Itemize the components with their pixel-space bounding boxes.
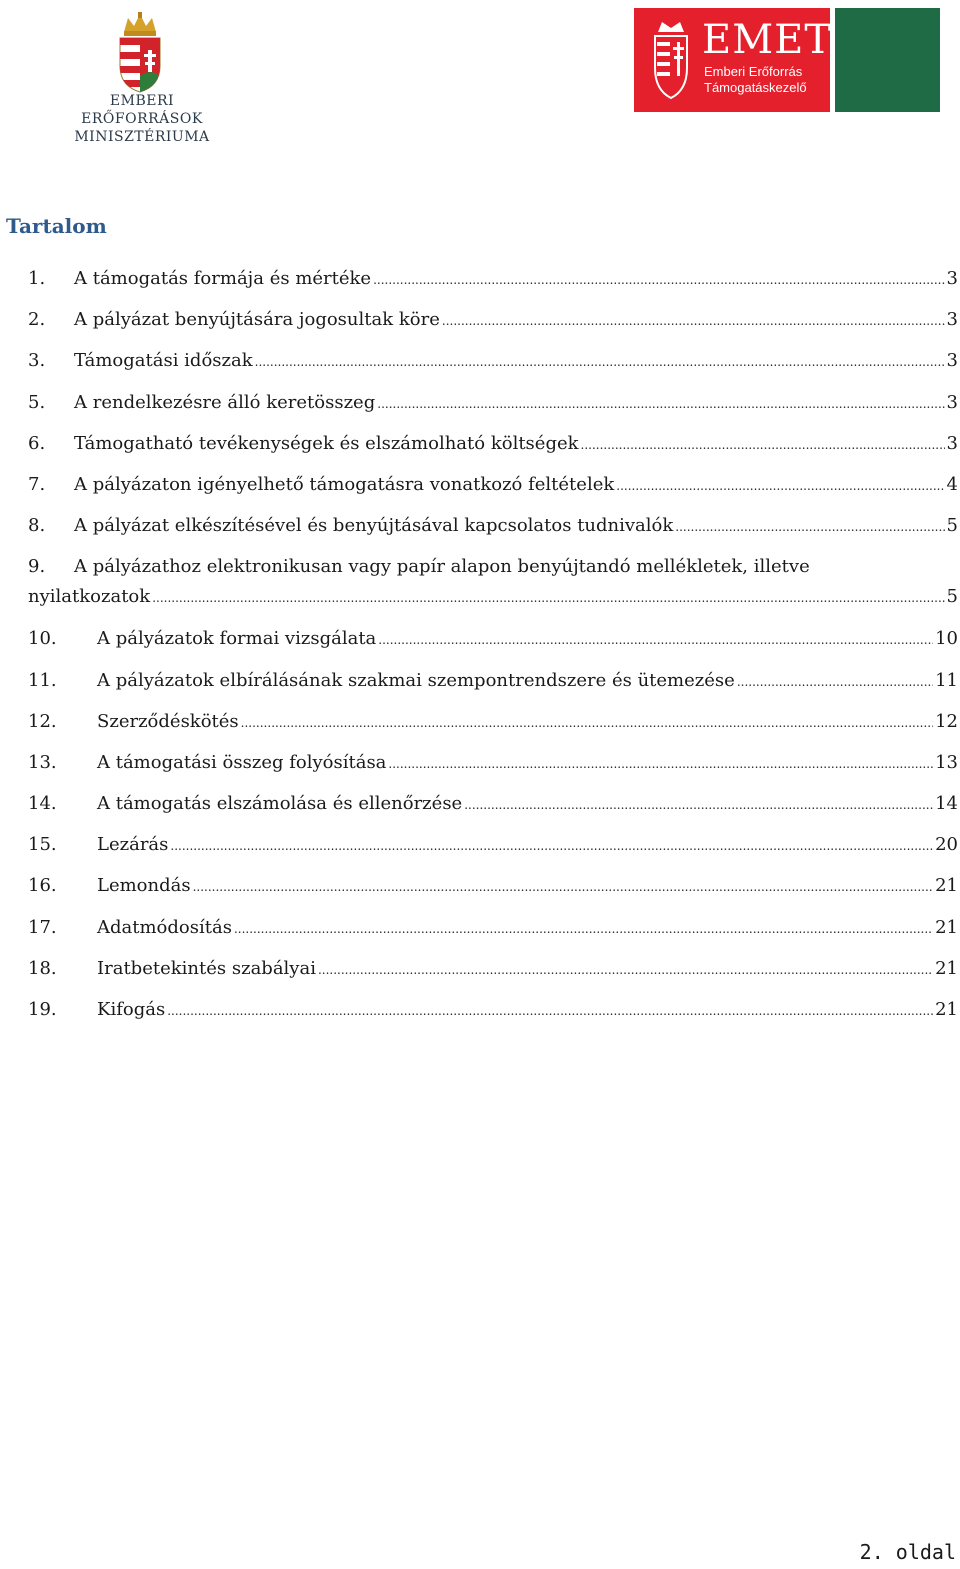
hungarian-crest-icon <box>114 12 166 94</box>
toc-entry-number: 17. <box>28 916 57 938</box>
toc-entry-label: Adatmódosítás <box>97 916 232 938</box>
toc-entry-16[interactable] <box>28 871 958 912</box>
toc-entry-number: 12. <box>28 710 57 732</box>
toc-entry-label-continued: nyilatkozatok <box>28 586 151 608</box>
toc-entry-page: 12 <box>935 710 958 732</box>
toc-entry-number: 8. <box>28 515 46 537</box>
toc-leader-dots <box>737 666 933 697</box>
page-number: 2. oldal <box>859 1540 956 1564</box>
toc-leader-dots <box>616 470 944 501</box>
toc-entry-page: 3 <box>946 432 958 454</box>
toc-entry-13[interactable] <box>28 748 958 789</box>
emet-subtitle-line1: Emberi Erőforrás <box>704 64 803 79</box>
emet-logo <box>634 8 940 112</box>
toc-entry-label: A rendelkezésre álló keretösszeg <box>74 391 376 413</box>
toc-leader-dots <box>378 624 933 655</box>
toc-entry-label: A támogatás formája és mértéke <box>74 268 372 289</box>
toc-entry-number: 1. <box>28 268 46 289</box>
toc-entry-6[interactable] <box>28 429 958 470</box>
toc-entry-15[interactable] <box>28 830 958 871</box>
toc-entry-11[interactable] <box>28 666 958 707</box>
toc-leader-dots <box>377 388 944 419</box>
ministry-name-line2: MINISZTÉRIUMA <box>74 129 210 145</box>
toc-entry-1[interactable] <box>28 264 958 305</box>
toc-entry-label: A pályázat elkészítésével és benyújtásával kapcsolatos tudnivalók <box>74 515 674 537</box>
emet-title: EMET <box>702 17 833 63</box>
toc-entry-number: 10. <box>28 628 57 650</box>
toc-leader-dots <box>193 871 933 902</box>
toc-entry-number: 7. <box>28 473 46 495</box>
toc-entry-number: 15. <box>28 834 57 856</box>
toc-entry-label: A támogatás elszámolása és ellenőrzése <box>97 793 463 815</box>
toc-entry-page: 3 <box>946 309 958 331</box>
toc-entry-page: 3 <box>946 350 958 372</box>
toc-leader-dots <box>234 913 933 944</box>
toc-entry-page: 4 <box>946 473 958 495</box>
toc-leader-dots <box>373 264 944 295</box>
toc-entry-page: 11 <box>935 669 958 691</box>
toc-entry-label: Lemondás <box>97 875 191 897</box>
toc-entry-label: Támogatható tevékenységek és elszámolható költségek <box>74 432 579 454</box>
emet-red-panel <box>634 8 833 112</box>
toc-entry-page: 5 <box>946 515 958 537</box>
toc-entry-number: 6. <box>28 432 46 454</box>
toc-entry-12[interactable] <box>28 707 958 748</box>
toc-entry-page: 13 <box>935 751 958 773</box>
toc-entry-number: 13. <box>28 751 57 773</box>
toc-entry-9[interactable] <box>28 552 958 624</box>
toc-leader-dots <box>255 346 945 377</box>
toc-entry-page: 21 <box>935 916 958 938</box>
toc-entry-5[interactable] <box>28 388 958 429</box>
toc-entry-2[interactable] <box>28 305 958 346</box>
ministry-name-line1: EMBERI ERŐFORRÁSOK <box>81 93 203 127</box>
toc-entry-19[interactable] <box>28 995 958 1036</box>
table-of-contents <box>28 264 958 1036</box>
toc-entry-number: 19. <box>28 999 57 1020</box>
ministry-logo <box>52 10 232 145</box>
toc-entry-number: 11. <box>28 669 57 691</box>
toc-entry-page: 3 <box>946 268 958 289</box>
toc-entry-label: Kifogás <box>97 999 166 1020</box>
toc-entry-number: 18. <box>28 957 57 979</box>
toc-entry-number: 3. <box>28 350 46 372</box>
toc-leader-dots <box>318 954 933 985</box>
toc-leader-dots <box>442 305 945 336</box>
toc-leader-dots <box>464 789 933 820</box>
toc-entry-label: Szerződéskötés <box>97 710 239 732</box>
toc-entry-label: A pályázaton igényelhető támogatásra vonatkozó feltételek <box>74 473 615 495</box>
emet-green-panel <box>835 8 940 112</box>
toc-entry-label: Iratbetekintés szabályai <box>97 957 316 979</box>
toc-entry-18[interactable] <box>28 954 958 995</box>
toc-entry-number: 16. <box>28 875 57 897</box>
toc-entry-number: 2. <box>28 309 46 331</box>
toc-entry-page: 5 <box>946 586 958 608</box>
toc-leader-dots <box>170 830 933 861</box>
toc-leader-dots <box>241 707 933 738</box>
toc-entry-label: A pályázat benyújtására jogosultak köre <box>74 309 440 331</box>
toc-entry-page: 20 <box>935 834 958 856</box>
toc-entry-page: 3 <box>946 391 958 413</box>
toc-entry-17[interactable] <box>28 913 958 954</box>
toc-entry-page: 10 <box>935 628 958 650</box>
toc-leader-dots <box>167 995 933 1026</box>
toc-entry-3[interactable] <box>28 346 958 387</box>
toc-entry-page: 21 <box>935 999 958 1020</box>
toc-entry-page: 14 <box>935 793 958 815</box>
toc-entry-10[interactable] <box>28 624 958 665</box>
toc-entry-label: A támogatási összeg folyósítása <box>97 751 387 773</box>
toc-entry-label: Támogatási időszak <box>74 350 253 372</box>
toc-entry-label: Lezárás <box>97 834 169 856</box>
toc-entry-7[interactable] <box>28 470 958 511</box>
toc-leader-dots <box>581 429 945 460</box>
toc-entry-number: 5. <box>28 391 46 413</box>
toc-leader-dots <box>388 748 933 779</box>
toc-entry-number: 9. <box>28 556 46 578</box>
toc-entry-8[interactable] <box>28 511 958 552</box>
emet-crest-icon <box>652 20 690 100</box>
toc-entry-label: A pályázathoz elektronikusan vagy papír alapon benyújtandó mellékletek, illetve <box>74 556 810 578</box>
toc-title: Tartalom <box>6 214 107 238</box>
toc-entry-label: A pályázatok elbírálásának szakmai szempontrendszere és ütemezése <box>97 669 735 691</box>
toc-entry-number: 14. <box>28 793 57 815</box>
toc-leader-dots <box>152 582 944 613</box>
toc-entry-page: 21 <box>935 875 958 897</box>
toc-leader-dots <box>675 511 944 542</box>
toc-entry-page: 21 <box>935 957 958 979</box>
toc-entry-14[interactable] <box>28 789 958 830</box>
toc-entry-label: A pályázatok formai vizsgálata <box>97 628 377 650</box>
emet-subtitle-line2: Támogatáskezelő <box>704 80 807 95</box>
